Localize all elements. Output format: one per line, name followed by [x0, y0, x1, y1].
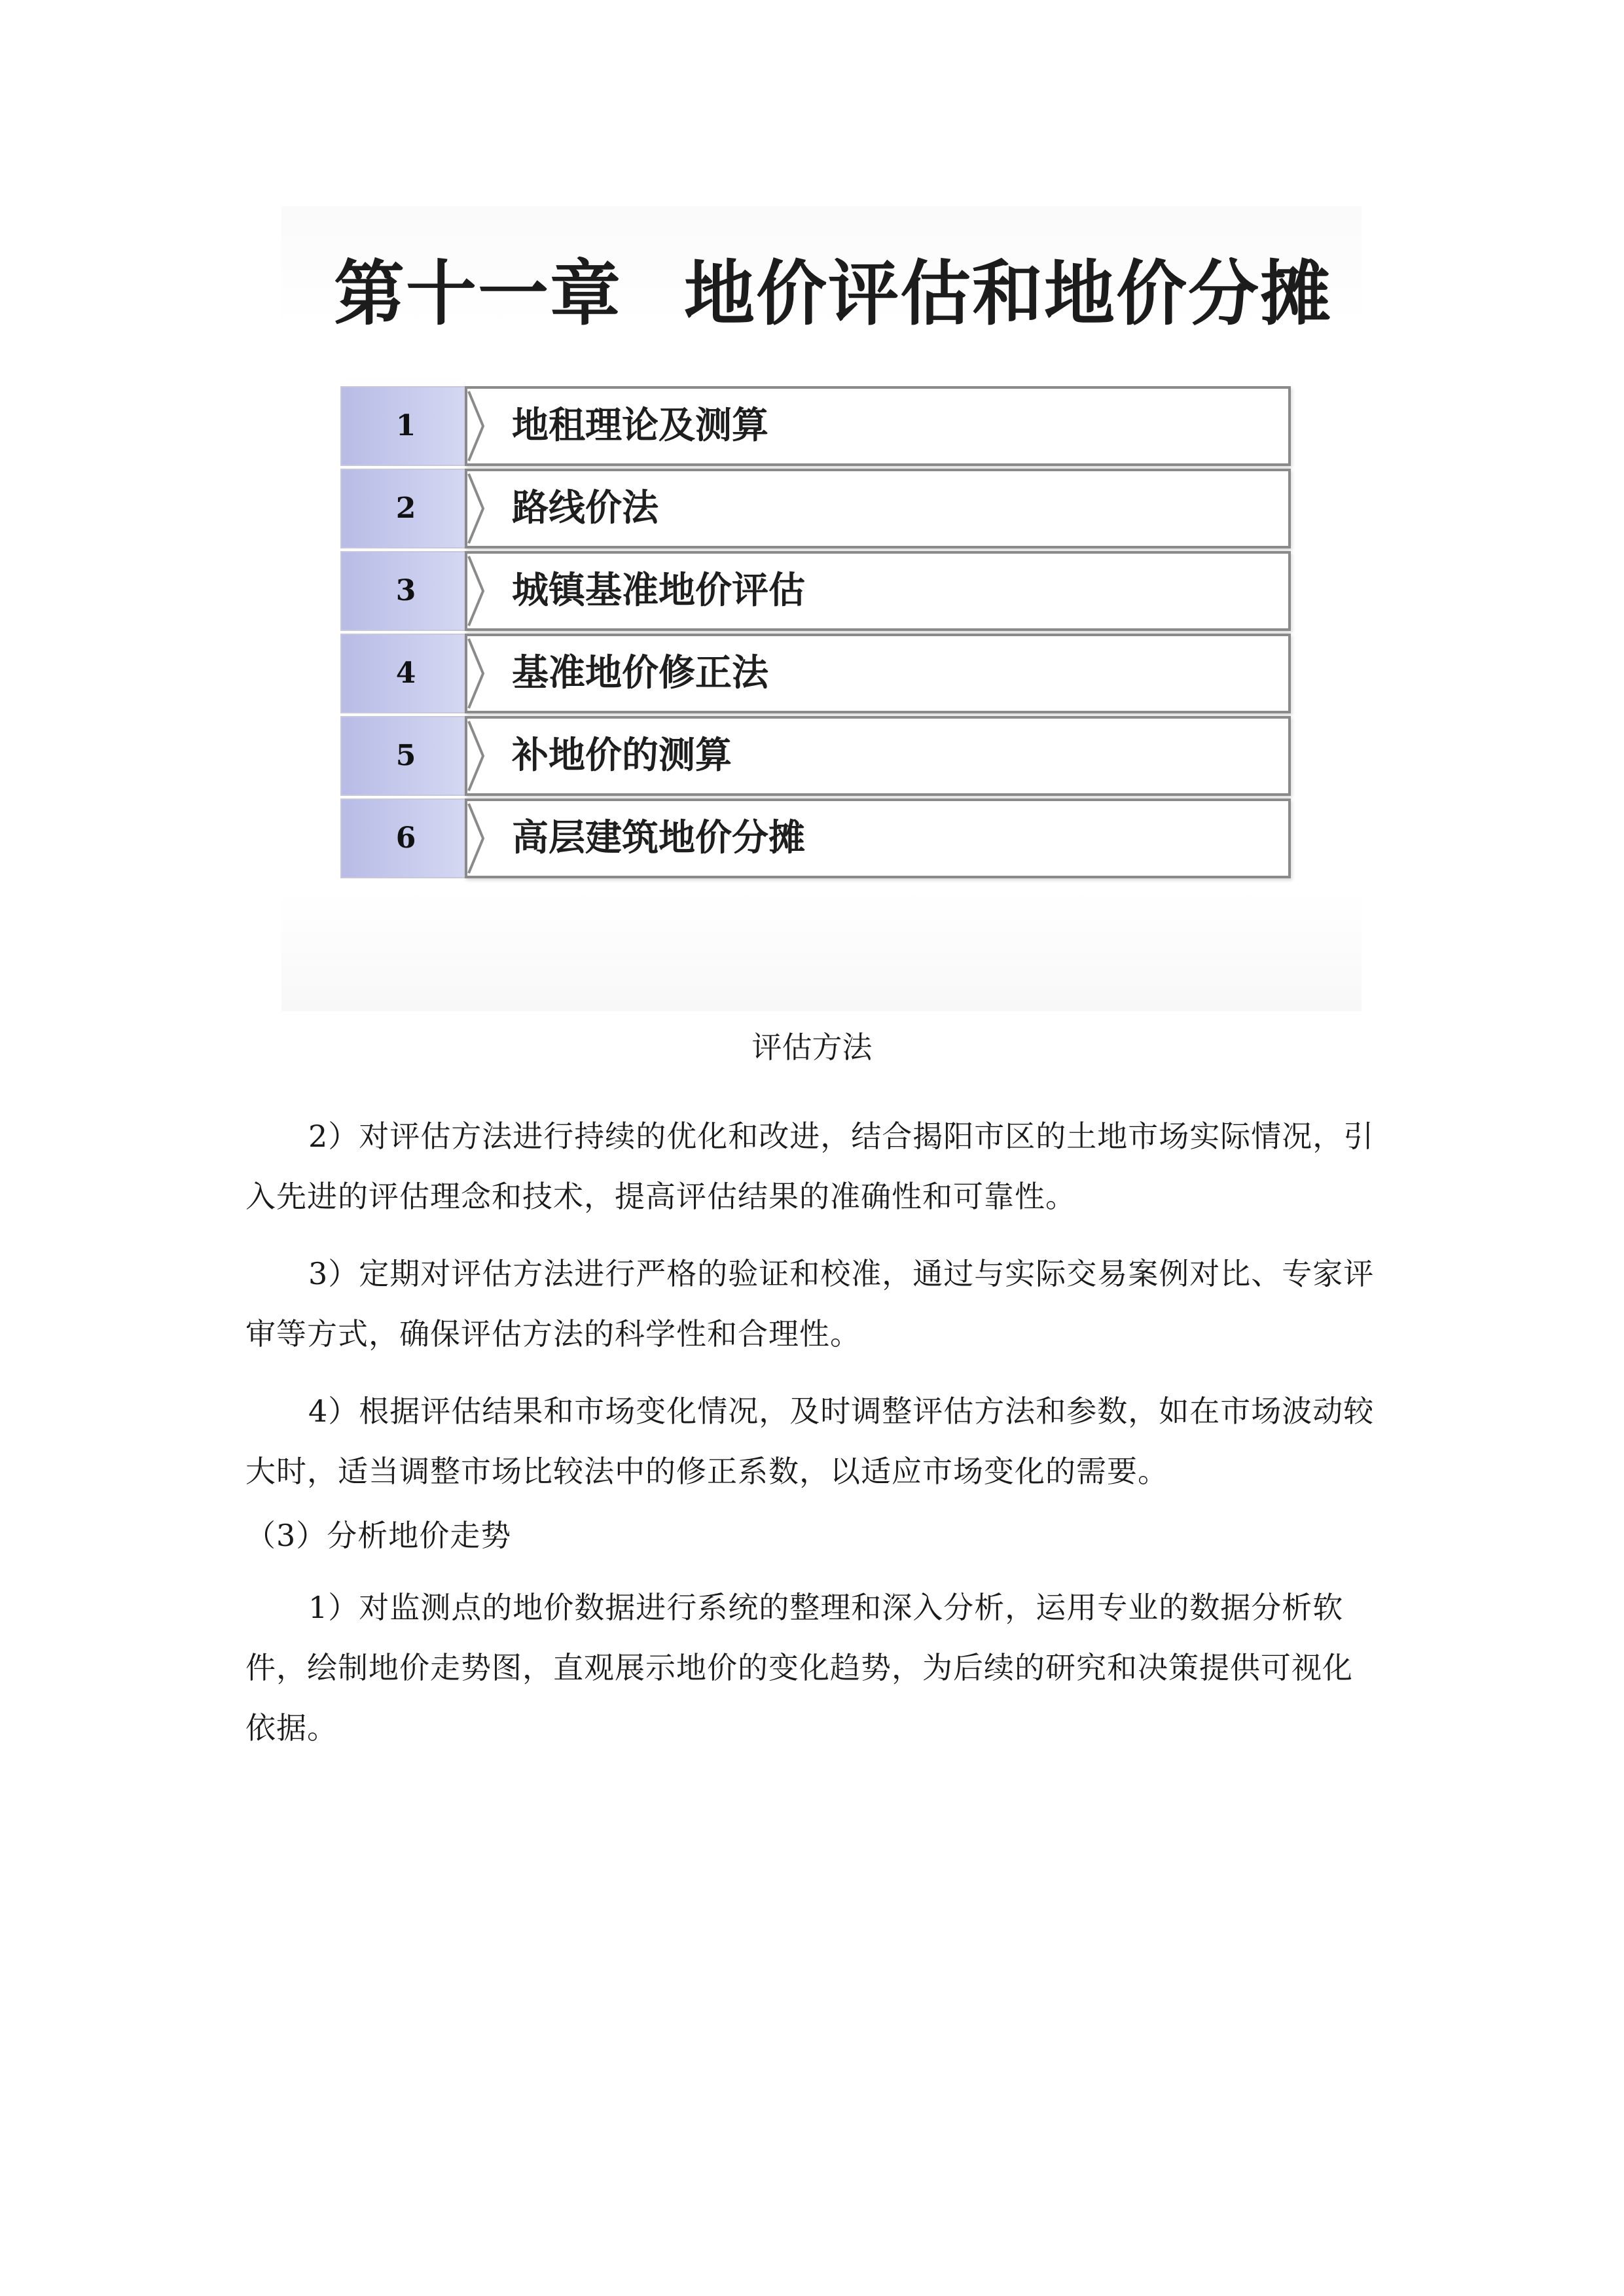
- figure-title-chapter: 第十一章: [334, 253, 623, 335]
- figure-title: [334, 249, 1333, 340]
- toc-item: [340, 798, 1290, 878]
- toc-item-number: 4: [340, 634, 471, 713]
- toc-item-number: 3: [340, 551, 471, 631]
- toc-item-number: 2: [340, 469, 471, 548]
- toc-item: [340, 716, 1290, 796]
- chevron-right-icon: [466, 719, 486, 793]
- toc-item-label: 补地价的测算: [512, 734, 732, 777]
- paragraph-4: 4）根据评估结果和市场变化情况，及时调整评估方法和参数，如在市场波动较大时，适当调整市场比较法中的修正系数，以适应市场变化的需要。: [245, 1393, 1375, 1489]
- toc-item: [340, 634, 1290, 713]
- toc-item: [340, 469, 1290, 548]
- toc-item-label: 高层建筑地价分摊: [512, 817, 805, 859]
- paragraph-3: 3）定期对评估方法进行严格的验证和校准，通过与实际交易案例对比、专家评审等方式，确保评估方法的科学性和合理性。: [245, 1256, 1375, 1352]
- toc-item-label: 路线价法: [512, 487, 659, 529]
- chevron-right-icon: [466, 389, 486, 463]
- toc-item-number: 5: [340, 716, 471, 796]
- toc-item: [340, 551, 1290, 631]
- chevron-right-icon: [466, 636, 486, 711]
- chevron-right-icon: [466, 801, 486, 876]
- toc-item-number: 6: [340, 798, 471, 878]
- chapter-figure: [281, 206, 1362, 1011]
- section-heading: （3）分析地价走势: [245, 1518, 512, 1553]
- toc-item-number: 1: [340, 386, 471, 466]
- toc-list: [340, 386, 1290, 881]
- chevron-right-icon: [466, 471, 486, 546]
- paragraph-1: 1）对监测点的地价数据进行系统的整理和深入分析，运用专业的数据分析软件，绘制地价走势图，直观展示地价的变化趋势，为后续的研究和决策提供可视化依据。: [245, 1590, 1353, 1746]
- toc-item-label: 基准地价修正法: [512, 652, 768, 694]
- toc-item-label: 城镇基准地价评估: [512, 569, 805, 612]
- chevron-right-icon: [466, 554, 486, 628]
- paragraph-2: 2）对评估方法进行持续的优化和改进，结合揭阳市区的土地市场实际情况，引入先进的评估理念和技术，提高评估结果的准确性和可靠性。: [245, 1119, 1375, 1214]
- toc-item-label: 地租理论及测算: [512, 404, 768, 447]
- figure-title-text: 地价评估和地价分摊: [684, 253, 1333, 335]
- toc-item: [340, 386, 1290, 466]
- figure-caption: 评估方法: [751, 1030, 873, 1065]
